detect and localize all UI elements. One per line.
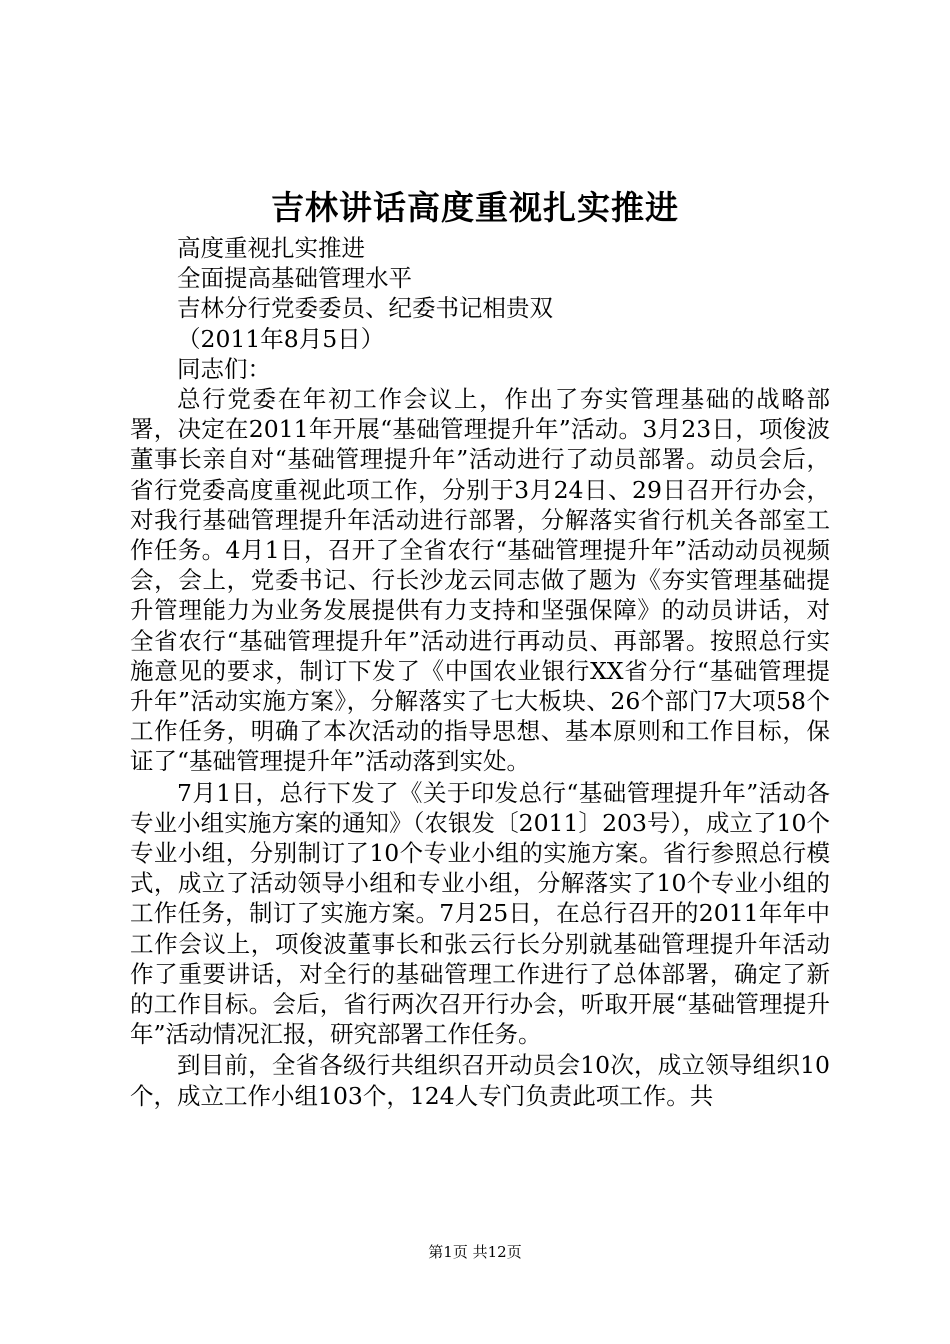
page-footer: 第1页 共12页 — [428, 1243, 522, 1261]
subtitle-line: 全面提高基础管理水平 — [177, 264, 412, 293]
body-paragraph: 到目前，全省各级行共组织召开动员会10次，成立领导组织10个，成立工作小组103个，124人专门负责此项工作。共 — [130, 1051, 830, 1110]
body-paragraph: 7月1日，总行下发了《关于印发总行“基础管理提升年”活动各专业小组实施方案的通知》（农银发〔2011〕203号），成立了10个专业小组，分别制订了10个专业小组的实施方案。省行参照总行模式，成立了活动领导小组和专业小组，分解落实了10个专业小组的工作任务，制订了实施方案。7月25日，在总行召开的2011年年中工作会议上，项俊波董事长和张云行长分别就基础管理提升年活动作了重要讲话，对全行的基础管理工作进行了总体部署，确定了新的工作目标。会后，省行两次召开行办会，听取开展“基础管理提升年”活动情况汇报，研究部署工作任务。 — [130, 778, 830, 1049]
date-line: （2011年8月5日） — [177, 324, 385, 353]
document-body — [130, 233, 830, 1111]
body-paragraph: 总行党委在年初工作会议上，作出了夯实管理基础的战略部署，决定在2011年开展“基础管理提升年”活动。3月23日，项俊波董事长亲自对“基础管理提升年”活动进行了动员部署。动员会后，省行党委高度重视此项工作，分别于3月24日、29日召开行办会，对我行基础管理提升年活动进行部署，分解落实省行机关各部室工作任务。4月1日，召开了全省农行“基础管理提升年”活动动员视频会，会上，党委书记、行长沙龙云同志做了题为《夯实管理基础提升管理能力为业务发展提供有力支持和坚强保障》的动员讲话，对全省农行“基础管理提升年”活动进行再动员、再部署。按照总行实施意见的要求，制订下发了《中国农业银行XX省分行“基础管理提升年”活动实施方案》，分解落实了七大板块、26个部门7大项58个工作任务，明确了本次活动的指导思想、基本原则和工作目标，保证了“基础管理提升年”活动落到实处。 — [130, 385, 830, 776]
salutation-line: 同志们： — [177, 354, 271, 383]
subtitle-line: 高度重视扎实推进 — [177, 234, 365, 262]
speaker-line: 吉林分行党委委员、纪委书记相贵双 — [177, 294, 553, 323]
document-title: 吉林讲话高度重视扎实推进 — [271, 188, 679, 227]
